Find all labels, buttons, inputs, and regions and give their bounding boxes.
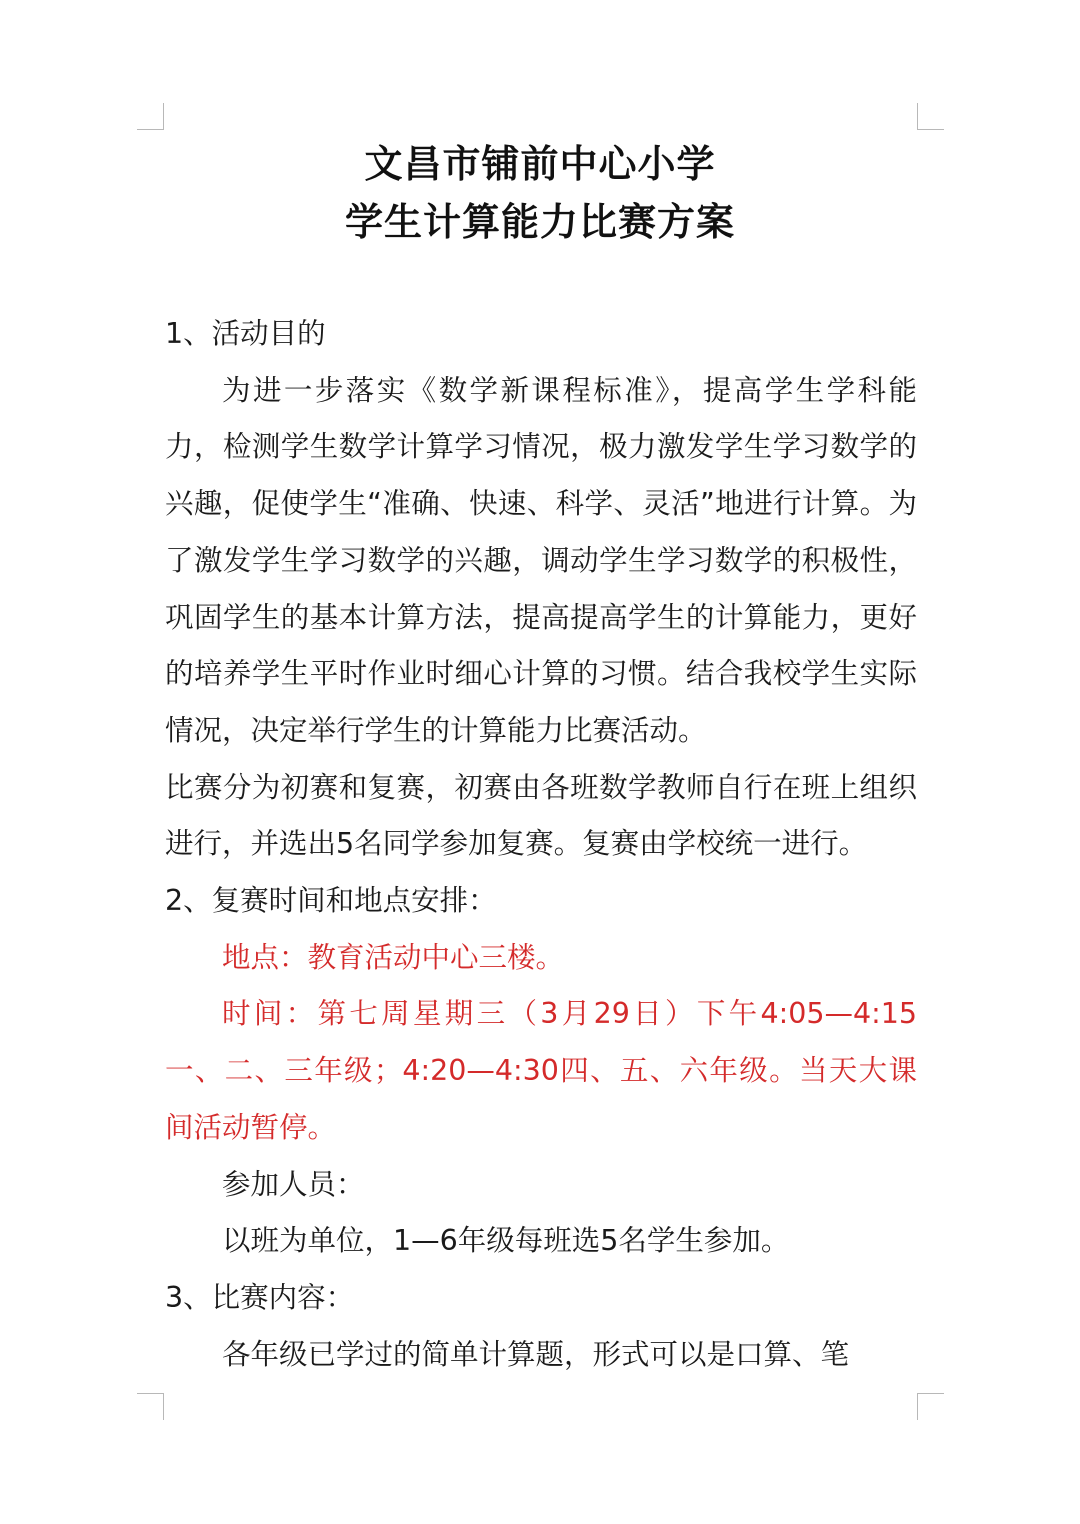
section1-paragraph: 为进一步落实《数学新课程标准》，提高学生学科能力，检测学生数学计算学习情况，极力激发学生学习数学的兴趣，促使学生“准确、快速、科学、灵活”地进行计算。为了激发学生学习数学的兴趣，调动学生学习数学的积极性，巩固学生的基本计算方法，提高提高学生的计算能力，更好的培养学生平时作业时细心计算的习惯。结合我校学生实际情况，决定举行学生的计算能力比赛活动。 — [165, 373, 917, 747]
section3-paragraph: 各年级已学过的简单计算题，形式可以是口算、笔 — [222, 1337, 850, 1371]
document-body — [165, 306, 917, 1383]
section3-heading: 3、比赛内容： — [165, 1280, 355, 1314]
participants-label: 参加人员： — [222, 1167, 365, 1201]
participants-text: 以班为单位，1—6年级每班选5名学生参加。 — [222, 1224, 790, 1258]
location-line: 地点：教育活动中心三楼。 — [222, 940, 565, 974]
document-title-line1: 文昌市铺前中心小学 — [364, 142, 716, 186]
crop-mark-top-right — [917, 103, 944, 130]
time-line: 时间：第七周星期三（3月29日）下午4:05—4:15一、二、三年级；4:20—4:30四、五、六年级。当天大课间活动暂停。 — [165, 997, 917, 1144]
section2-heading: 2、复赛时间和地点安排： — [165, 884, 497, 918]
crop-mark-top-left — [137, 103, 164, 130]
document-title-line2: 学生计算能力比赛方案 — [344, 200, 735, 244]
section1-paragraph-2: 比赛分为初赛和复赛，初赛由各班数学教师自行在班上组织进行，并选出5名同学参加复赛。复赛由学校统一进行。 — [165, 770, 917, 861]
crop-mark-bottom-right — [917, 1393, 944, 1420]
crop-mark-bottom-left — [137, 1393, 164, 1420]
section1-heading: 1、活动目的 — [165, 317, 326, 350]
